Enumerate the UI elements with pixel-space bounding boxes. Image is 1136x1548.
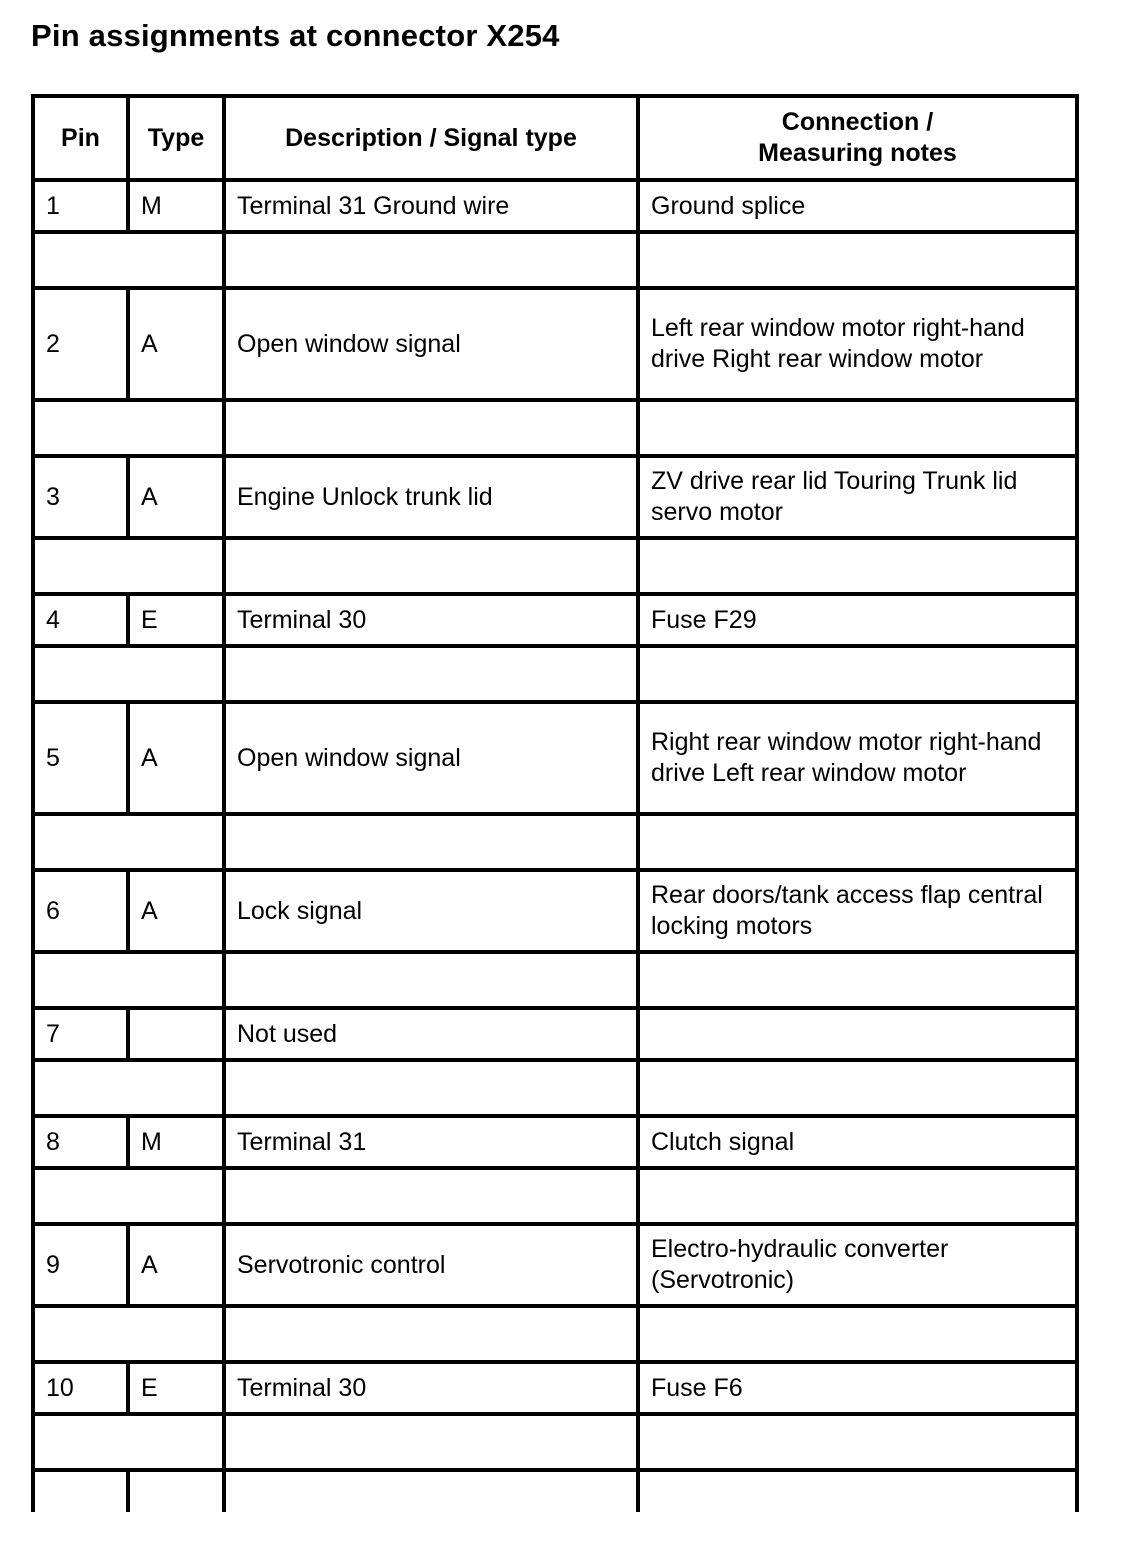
signal-description: Engine Unlock trunk lid: [224, 456, 638, 538]
spacer-cell: [638, 814, 1077, 870]
header-notes-line1: Connection /: [781, 108, 934, 136]
spacer-row: [33, 814, 1077, 870]
spacer-row: [33, 952, 1077, 1008]
header-notes-line2: Measuring notes: [758, 139, 957, 167]
spacer-row: [33, 1414, 1077, 1470]
spacer-cell: [638, 646, 1077, 702]
spacer-cell: [33, 1060, 224, 1116]
table-body: [33, 180, 1077, 1512]
spacer-row: [33, 232, 1077, 288]
spacer-row: [33, 1060, 1077, 1116]
spacer-row: [33, 400, 1077, 456]
spacer-row: [33, 1168, 1077, 1224]
spacer-cell: [33, 646, 224, 702]
spacer-cell: [638, 1168, 1077, 1224]
spacer-cell: [638, 400, 1077, 456]
spacer-row: [33, 538, 1077, 594]
table-row: [33, 870, 1077, 952]
table-row-partial: [33, 1470, 1077, 1512]
pin-number: 1: [33, 180, 128, 232]
empty-cell: [128, 1470, 224, 1512]
table-row: [33, 1116, 1077, 1168]
table-row: [33, 456, 1077, 538]
connection-notes: Fuse F6: [638, 1362, 1077, 1414]
header-description: Description / Signal type: [224, 96, 638, 180]
pin-type: M: [128, 1116, 224, 1168]
spacer-cell: [33, 232, 224, 288]
pin-assignment-table: [31, 94, 1079, 1512]
signal-description: Servotronic control: [224, 1224, 638, 1306]
spacer-cell: [33, 400, 224, 456]
empty-cell: [33, 1470, 128, 1512]
pin-number: 5: [33, 702, 128, 814]
connection-notes: Fuse F29: [638, 594, 1077, 646]
pin-type: E: [128, 594, 224, 646]
spacer-cell: [33, 1414, 224, 1470]
signal-description: Terminal 30: [224, 594, 638, 646]
spacer-cell: [33, 1168, 224, 1224]
spacer-cell: [224, 646, 638, 702]
signal-description: Terminal 31 Ground wire: [224, 180, 638, 232]
connection-notes: Clutch signal: [638, 1116, 1077, 1168]
signal-description: Open window signal: [224, 702, 638, 814]
header-pin: Pin: [33, 96, 128, 180]
spacer-cell: [33, 814, 224, 870]
spacer-row: [33, 1306, 1077, 1362]
connection-notes: Ground splice: [638, 180, 1077, 232]
signal-description: Lock signal: [224, 870, 638, 952]
spacer-cell: [224, 952, 638, 1008]
spacer-cell: [224, 400, 638, 456]
pin-type: E: [128, 1362, 224, 1414]
spacer-cell: [638, 1060, 1077, 1116]
connection-notes: Rear doors/tank access flap central locking motors: [638, 870, 1077, 952]
pin-type: A: [128, 870, 224, 952]
table-row: [33, 702, 1077, 814]
pin-number: 9: [33, 1224, 128, 1306]
signal-description: Open window signal: [224, 288, 638, 400]
pin-type: A: [128, 702, 224, 814]
spacer-cell: [224, 1414, 638, 1470]
pin-number: 8: [33, 1116, 128, 1168]
pin-number: 10: [33, 1362, 128, 1414]
connection-notes: ZV drive rear lid Touring Trunk lid servo motor: [638, 456, 1077, 538]
signal-description: Not used: [224, 1008, 638, 1060]
spacer-cell: [638, 1414, 1077, 1470]
header-type: Type: [128, 96, 224, 180]
pin-number: 6: [33, 870, 128, 952]
table-row: [33, 1224, 1077, 1306]
pin-number: 4: [33, 594, 128, 646]
spacer-cell: [224, 814, 638, 870]
spacer-cell: [638, 952, 1077, 1008]
pin-number: 3: [33, 456, 128, 538]
pin-type: A: [128, 1224, 224, 1306]
empty-cell: [224, 1470, 638, 1512]
header-row: [33, 96, 1077, 180]
connection-notes: Left rear window motor right-hand drive Right rear window motor: [638, 288, 1077, 400]
table-row: [33, 288, 1077, 400]
table-row: [33, 1362, 1077, 1414]
spacer-cell: [224, 538, 638, 594]
pin-type: A: [128, 456, 224, 538]
connection-notes: Right rear window motor right-hand drive Left rear window motor: [638, 702, 1077, 814]
pin-type: M: [128, 180, 224, 232]
spacer-cell: [638, 1306, 1077, 1362]
spacer-cell: [33, 1306, 224, 1362]
connection-notes: Electro-hydraulic converter (Servotronic): [638, 1224, 1077, 1306]
header-notes: [638, 96, 1077, 180]
spacer-cell: [638, 538, 1077, 594]
page-title: Pin assignments at connector X254: [31, 18, 560, 53]
connection-notes: [638, 1008, 1077, 1060]
table-row: [33, 594, 1077, 646]
signal-description: Terminal 30: [224, 1362, 638, 1414]
pin-type: A: [128, 288, 224, 400]
spacer-cell: [33, 538, 224, 594]
spacer-cell: [638, 232, 1077, 288]
table-row: [33, 1008, 1077, 1060]
spacer-cell: [224, 1306, 638, 1362]
pin-number: 2: [33, 288, 128, 400]
spacer-cell: [33, 952, 224, 1008]
pin-number: 7: [33, 1008, 128, 1060]
pin-type: [128, 1008, 224, 1060]
signal-description: Terminal 31: [224, 1116, 638, 1168]
spacer-cell: [224, 1060, 638, 1116]
spacer-cell: [224, 232, 638, 288]
table-row: [33, 180, 1077, 232]
spacer-row: [33, 646, 1077, 702]
empty-cell: [638, 1470, 1077, 1512]
spacer-cell: [224, 1168, 638, 1224]
